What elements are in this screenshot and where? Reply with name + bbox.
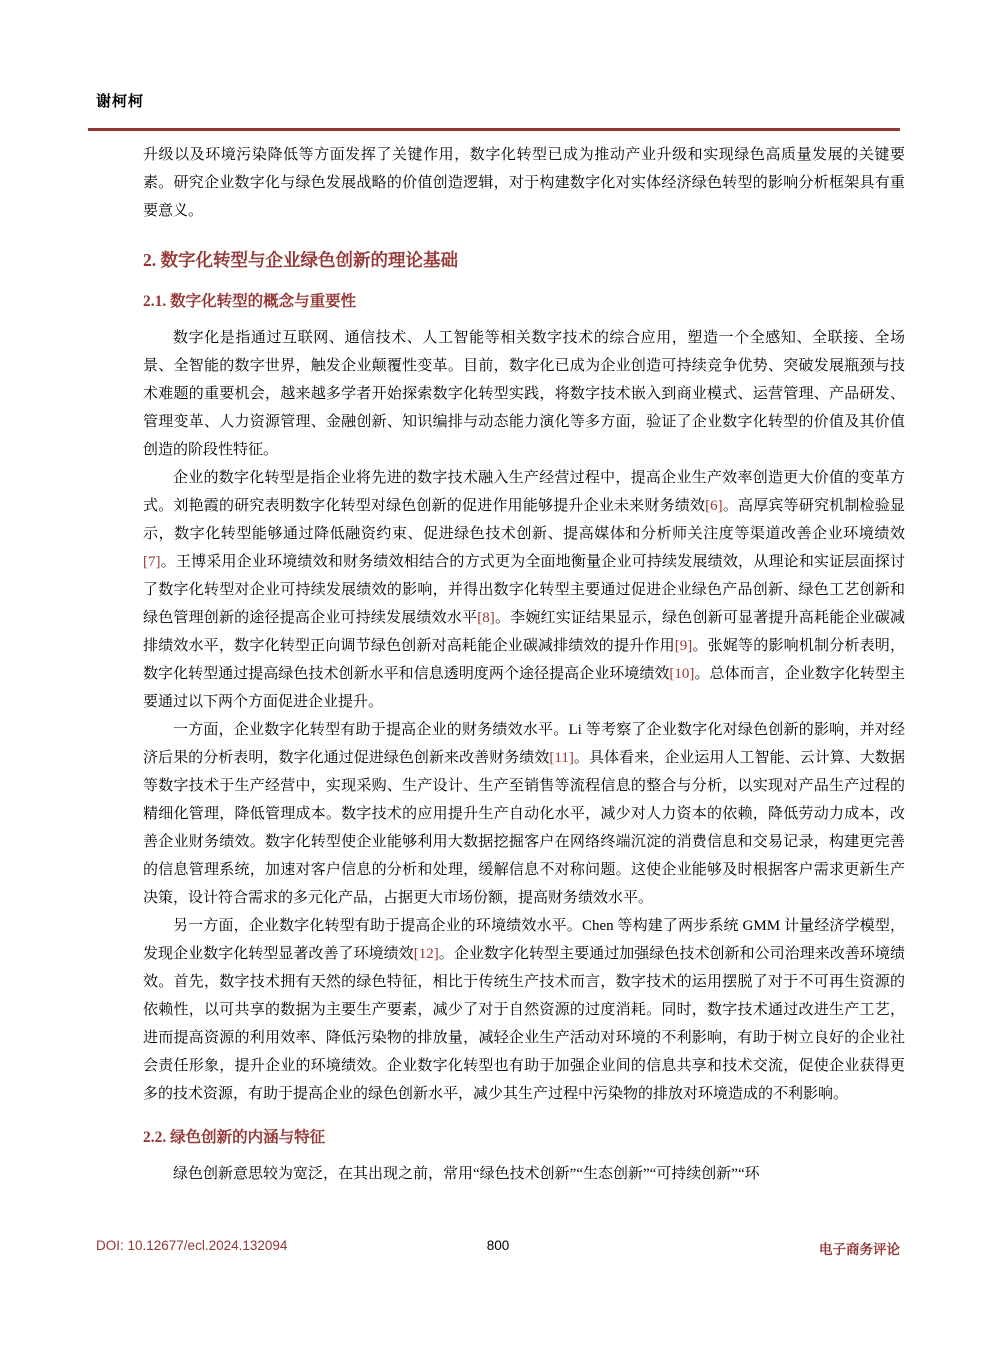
citation-ref[interactable]: [6] <box>705 497 723 514</box>
citation-ref[interactable]: [12] <box>413 945 439 962</box>
text-run: 数字化是指通过互联网、通信技术、人工智能等相关数字技术的综合应用，塑造一个全感知、全联接、全场景、全智能的数字世界，触发企业颠覆性变革。目前，数字化已成为企业创造可持续竞争优势、突破发展瓶颈与技术难题的重要机会，越来越多学者开始探索数字化转型实践，将数字技术嵌入到商业模式、运营管理、产品研发、管理变革、人力资源管理、金融创新、知识编排与动态能力演化等多方面，验证了企业数字化转型的价值及其价值创造的阶段性特征。 <box>143 329 905 458</box>
journal-name: 电子商务评论 <box>819 1242 900 1257</box>
text-run: 。王博采用企业环境绩效和财务绩效相结合的方式更为全面地衡量企业可持续发展绩效，从理论和实证层面探讨了数字化转型对企业可持续发展绩效的影响，并得出数字化转型主要通过促进企业绿色产品创新、绿色工艺创新和绿色管理创新的途径提高企业可持续发展绩效水平 <box>143 553 905 626</box>
running-header <box>96 90 144 111</box>
citation-ref[interactable]: [11] <box>549 749 574 766</box>
text-run: 升级以及环境污染降低等方面发挥了关键作用，数字化转型已成为推动产业升级和实现绿色高质量发展的关键要素。研究企业数字化与绿色发展战略的价值创造逻辑，对于构建数字化对实体经济绿色转型的影响分析框架具有重要意义。 <box>143 147 905 219</box>
text-run: 一方面，企业数字化转型有助于提高企业的财务绩效水平。Li 等考察了企业数字化对绿色创新的影响，并对经济后果的分析表明，数字化通过促进绿色创新来改善财务绩效 <box>143 721 905 766</box>
subsection-heading-green-innovation: 2.2. 绿色创新的内涵与特征 <box>143 1128 326 1146</box>
citation-ref[interactable]: [10] <box>669 665 695 682</box>
subsection-heading-digital-transformation-concept: 2.1. 数字化转型的概念与重要性 <box>143 292 357 310</box>
text-run: 。具体看来，企业运用人工智能、云计算、大数据等数字技术于生产经营中，实现采购、生产设计、生产至销售等流程信息的整合与分析，以实现对产品生产过程的精细化管理，降低管理成本。数字技术的应用提升生产自动化水平，减少对人力资本的依赖，降低劳动力成本，改善企业财务绩效。数字化转型使企业能够利用大数据挖掘客户在网络终端沉淀的消费信息和交易记录，构建更完善的信息管理系统，加速对客户信息的分析和处理，缓解信息不对称问题。这使企业能够及时根据客户需求更新生产决策，设计符合需求的多元化产品，占据更大市场份额，提高财务绩效水平。 <box>143 749 905 906</box>
text-run: 。张娓等的影响机制分析表明，数字化转型通过提高绿色技术创新水平和信息透明度两个途径提高企业环境绩效 <box>143 637 905 682</box>
text-run: 。高厚宾等研究机制检验显示，数字化转型能够通过降低融资约束、促进绿色技术创新、提高媒体和分析师关注度等渠道改善企业环境绩效 <box>143 497 905 542</box>
text-run: 企业的数字化转型是指企业将先进的数字技术融入生产经营过程中，提高企业生产效率创造更大价值的变革方式。刘艳霞的研究表明数字化转型对绿色创新的促进作用能够提升企业未来财务绩效 <box>143 469 905 514</box>
text-run: 。李婉红实证结果显示，绿色创新可显著提升高耗能企业碳减排绩效水平，数字化转型正向调节绿色创新对高耗能企业碳减排绩效的提升作用 <box>143 609 905 654</box>
citation-ref[interactable]: [9] <box>674 637 693 654</box>
text-run: 另一方面，企业数字化转型有助于提高企业的环境绩效水平。Chen 等构建了两步系统 GMM 计量经济学模型，发现企业数字化转型显著改善了环境绩效 <box>143 917 905 962</box>
text-run: 。总体而言，企业数字化转型主要通过以下两个方面促进企业提升。 <box>143 665 905 710</box>
paragraph-continuation <box>143 141 905 225</box>
header-rule <box>88 128 900 131</box>
section-heading-theory-basis: 2. 数字化转型与企业绿色创新的理论基础 <box>143 250 458 270</box>
paragraph-digitalization-concept <box>143 324 905 464</box>
paragraph-green-innovation-intro <box>143 1160 905 1188</box>
page-number: 800 <box>486 1238 510 1253</box>
text-run: 绿色创新意思较为宽泛，在其出现之前，常用“绿色技术创新”“生态创新”“可持续创新”“环 <box>173 1166 760 1183</box>
text-run: 。企业数字化转型主要通过加强绿色技术创新和公司治理来改善环境绩效。首先，数字技术拥有天然的绿色特征，相比于传统生产技术而言，数字技术的运用摆脱了对于不可再生资源的依赖性，以可共享的数据为主要生产要素，减少了对于自然资源的过度消耗。同时，数字技术通过改进生产工艺，进而提高资源的利用效率、降低污染物的排放量，减轻企业生产活动对环境的不利影响，有助于树立良好的企业社会责任形象，提升企业的环境绩效。企业数字化转型也有助于加强企业间的信息共享和技术交流，促使企业获得更多的技术资源，有助于提高企业的绿色创新水平，减少其生产过程中污染物的排放对环境造成的不利影响。 <box>143 945 905 1102</box>
citation-ref[interactable]: [7] <box>143 553 161 570</box>
paragraph-financial-performance <box>143 716 905 912</box>
paragraph-environmental-performance <box>143 912 905 1108</box>
running-head-author: 谢柯柯 <box>96 94 145 110</box>
page-body <box>143 141 905 1188</box>
page-footer <box>96 1238 900 1260</box>
citation-ref[interactable]: [8] <box>477 609 495 626</box>
doi-text: DOI: 10.12677/ecl.2024.132094 <box>96 1238 288 1253</box>
paragraph-enterprise-transformation <box>143 464 905 716</box>
